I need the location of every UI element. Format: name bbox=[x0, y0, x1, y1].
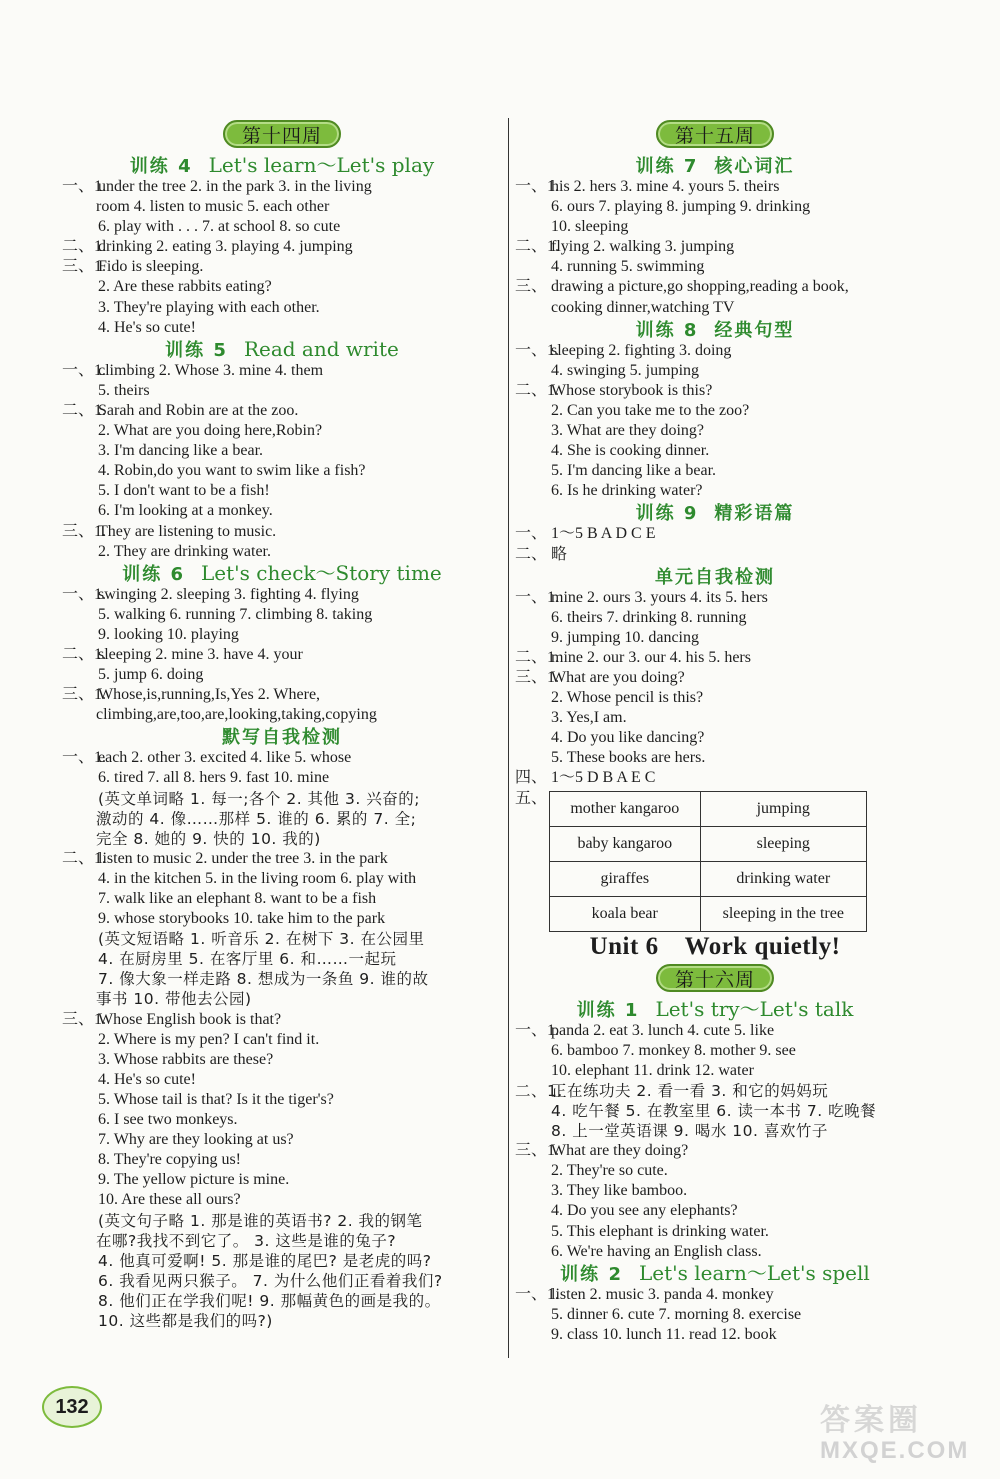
answer-text: 4. Do you see any elephants? bbox=[551, 1202, 738, 1220]
question-marker: 三、1. bbox=[515, 668, 560, 686]
answer-text: 6. ours 7. playing 8. jumping 9. drinking bbox=[551, 198, 811, 216]
answer-text: 2. What are you doing here,Robin? bbox=[98, 422, 323, 440]
answer-text: mine 2. ours 3. yours 4. its 5. hers bbox=[551, 588, 768, 606]
answer-line bbox=[62, 257, 502, 277]
answer-line bbox=[515, 588, 915, 608]
answer-line bbox=[515, 1181, 915, 1201]
answer-text: sleeping 2. mine 3. have 4. your bbox=[98, 645, 303, 663]
section-number: 训练 9 bbox=[635, 503, 699, 525]
answer-line bbox=[62, 1030, 502, 1050]
answer-line bbox=[62, 685, 502, 705]
answer-text: 2. Where is my pen? I can't find it. bbox=[98, 1030, 320, 1048]
section-title-training-6 bbox=[62, 562, 502, 585]
answer-text: room 4. listen to music 5. each other bbox=[96, 198, 330, 216]
question-marker: 三、1. bbox=[62, 1010, 107, 1028]
answer-line bbox=[62, 1231, 502, 1251]
answer-line bbox=[62, 361, 502, 381]
answer-text: Whose storybook is this? bbox=[551, 381, 713, 399]
answer-line bbox=[62, 277, 502, 297]
answer-text: They are listening to music. bbox=[98, 522, 277, 540]
answer-line bbox=[515, 341, 915, 361]
answer-text: Fido is sleeping. bbox=[98, 258, 204, 276]
watermark-logo bbox=[820, 1395, 980, 1465]
question-marker: 一、1. bbox=[62, 585, 107, 603]
column-divider bbox=[508, 118, 509, 1358]
question-marker: 三、1. bbox=[62, 258, 107, 276]
unit-6-heading bbox=[515, 932, 915, 962]
answer-line bbox=[62, 705, 502, 725]
answer-text: 5. This elephant is drinking water. bbox=[551, 1222, 769, 1240]
answer-text: (英文单词略 1. 每一;各个 2. 其他 3. 兴奋的; bbox=[98, 789, 420, 808]
answer-line bbox=[62, 1190, 502, 1210]
answer-line bbox=[515, 237, 915, 257]
answer-text: drawing a picture,go shopping,reading a book, bbox=[551, 278, 849, 296]
answer-text: 6. 我看见两只猴子。 7. 为什么他们正看着我们? bbox=[98, 1271, 443, 1290]
answer-line bbox=[515, 461, 915, 481]
section-title-training-8 bbox=[515, 318, 915, 341]
left-column bbox=[62, 118, 502, 1331]
answer-text: panda 2. eat 3. lunch 4. cute 5. like bbox=[551, 1021, 775, 1039]
answer-text: listen 2. music 3. panda 4. monkey bbox=[551, 1285, 774, 1303]
question-marker: 二、1. bbox=[515, 238, 560, 256]
answer-line bbox=[62, 829, 502, 849]
answer-line bbox=[62, 809, 502, 829]
answer-text: 5. These books are hers. bbox=[551, 749, 706, 767]
section-title-training-2 bbox=[515, 1262, 915, 1285]
answers-dictation bbox=[62, 748, 502, 1331]
answer-text: 3. What are they doing? bbox=[551, 422, 704, 440]
answer-text: 4. swinging 5. jumping bbox=[551, 361, 700, 379]
answers-training-1 bbox=[515, 1021, 915, 1262]
answer-line bbox=[62, 217, 502, 237]
answer-text: What are they doing? bbox=[551, 1142, 689, 1160]
answer-text: Whose,is,running,Is,Yes 2. Where, bbox=[98, 686, 321, 704]
answer-line bbox=[515, 789, 915, 809]
answer-text: What are you doing? bbox=[551, 668, 685, 686]
answer-line bbox=[515, 197, 915, 217]
answer-text: 9. looking 10. playing bbox=[98, 625, 239, 643]
answer-line bbox=[515, 401, 915, 421]
section-number: 训练 5 bbox=[165, 339, 228, 361]
answer-line bbox=[515, 1305, 915, 1325]
answer-text: climbing 2. Whose 3. mine 4. them bbox=[98, 361, 324, 379]
answer-line bbox=[515, 1121, 915, 1141]
answers-training-9 bbox=[515, 524, 915, 564]
section-number: 训练 4 bbox=[129, 156, 193, 177]
answer-text: (英文句子略 1. 那是谁的英语书? 2. 我的钢笔 bbox=[98, 1211, 423, 1230]
answer-text: 10. 这些都是我们的吗?) bbox=[98, 1311, 273, 1330]
answer-text: 5. I don't want to be a fish! bbox=[98, 482, 270, 500]
page-number: 132 bbox=[42, 1386, 102, 1428]
answer-line bbox=[62, 605, 502, 625]
answer-line bbox=[515, 668, 915, 688]
answer-line bbox=[62, 969, 502, 989]
answer-text: sleeping 2. fighting 3. doing bbox=[551, 341, 732, 359]
answer-text: climbing,are,too,are,looking,taking,copying bbox=[96, 706, 377, 724]
animal-cell: koala bear bbox=[550, 896, 701, 931]
answer-line bbox=[62, 1170, 502, 1190]
answer-line bbox=[515, 1021, 915, 1041]
question-marker: 一、1. bbox=[515, 341, 560, 359]
answer-text: 8. They're copying us! bbox=[98, 1151, 241, 1169]
week-15-header bbox=[515, 118, 915, 154]
section-name: Read and write bbox=[243, 336, 399, 361]
action-cell: sleeping in the tree bbox=[700, 896, 866, 931]
answer-text: 在哪?我找不到它了。 3. 这些是谁的兔子? bbox=[96, 1231, 397, 1250]
answer-line bbox=[515, 361, 915, 381]
answer-line bbox=[515, 1201, 915, 1221]
answer-line bbox=[62, 522, 502, 542]
answers-training-2 bbox=[515, 1285, 915, 1345]
answer-text: 4. 在厨房里 5. 在客厅里 6. 和……一起玩 bbox=[98, 950, 397, 969]
section-number: 训练 7 bbox=[635, 156, 699, 177]
answers-training-7 bbox=[515, 177, 915, 318]
section-title-training-4 bbox=[62, 154, 502, 177]
answer-text: 7. walk like an elephant 8. want to be a fish bbox=[98, 890, 377, 907]
question-marker: 二、1. bbox=[515, 1081, 563, 1100]
answer-text: 7. Why are they looking at us? bbox=[98, 1131, 294, 1149]
answer-line bbox=[62, 1070, 502, 1090]
answer-line bbox=[62, 849, 502, 869]
question-marker: 一、1. bbox=[62, 361, 107, 379]
answer-line bbox=[62, 1211, 502, 1231]
answers-training-8 bbox=[515, 341, 915, 502]
action-cell: drinking water bbox=[700, 861, 866, 896]
answer-text: 4. in the kitchen 5. in the living room 6. play with bbox=[98, 869, 417, 887]
question-marker: 一、1. bbox=[62, 178, 107, 195]
answer-line bbox=[62, 1110, 502, 1130]
answer-text: 1～5 D B A E C bbox=[551, 769, 656, 787]
answer-text: 1～5 B A D C E bbox=[551, 525, 656, 543]
answer-line bbox=[62, 441, 502, 461]
question-marker: 一、1. bbox=[515, 1021, 560, 1039]
answer-text: each 2. other 3. excited 4. like 5. whose bbox=[98, 749, 352, 767]
answer-text: 完全 8. 她的 9. 快的 10. 我的) bbox=[96, 829, 321, 848]
answer-text: 5. walking 6. running 7. climbing 8. taking bbox=[98, 605, 373, 623]
answer-line bbox=[62, 665, 502, 685]
matching-table bbox=[549, 791, 867, 932]
answer-line bbox=[62, 1150, 502, 1170]
question-marker: 二、 bbox=[515, 545, 548, 563]
answer-line bbox=[515, 257, 915, 277]
answer-text: swinging 2. sleeping 3. fighting 4. flying bbox=[98, 585, 359, 603]
answer-line bbox=[515, 628, 915, 648]
section-name: 核心词汇 bbox=[714, 156, 795, 177]
section-title-dictation bbox=[62, 725, 502, 748]
section-name: Let's check～Story time bbox=[201, 560, 442, 585]
answer-line bbox=[62, 1311, 502, 1331]
answer-line bbox=[62, 869, 502, 889]
answer-text: 9. whose storybooks 10. take him to the park bbox=[98, 910, 386, 928]
table-row bbox=[550, 861, 867, 896]
answer-text: 4. running 5. swimming bbox=[551, 258, 705, 276]
answer-line bbox=[515, 524, 915, 544]
answer-line bbox=[515, 1061, 915, 1081]
answer-text: 8. 上一堂英语课 9. 喝水 10. 喜欢竹子 bbox=[551, 1122, 828, 1141]
answer-text: 10. Are these all ours? bbox=[98, 1191, 241, 1209]
answer-line bbox=[515, 421, 915, 441]
answer-text: 2. Can you take me to the zoo? bbox=[551, 401, 750, 419]
answer-text: 2. They're so cute. bbox=[551, 1162, 668, 1180]
answer-text: 8. 他们正在学我们呢! 9. 那幅黄色的画是我的。 bbox=[98, 1291, 441, 1310]
answer-text: 10. elephant 11. drink 12. water bbox=[551, 1061, 754, 1079]
answer-line bbox=[515, 298, 915, 318]
answer-text: 2. Whose pencil is this? bbox=[551, 689, 704, 707]
answers-unit-test bbox=[515, 588, 915, 809]
matching-table-body bbox=[550, 791, 867, 931]
answer-line bbox=[62, 1010, 502, 1030]
answer-line bbox=[62, 237, 502, 257]
answer-text: (英文短语略 1. 听音乐 2. 在树下 3. 在公园里 bbox=[98, 930, 425, 949]
answer-line bbox=[515, 1242, 915, 1262]
answer-text: mine 2. our 3. our 4. his 5. hers bbox=[551, 648, 751, 666]
answer-line bbox=[62, 748, 502, 768]
answer-text: 9. jumping 10. dancing bbox=[551, 628, 699, 646]
section-title-training-1 bbox=[515, 998, 915, 1021]
answer-text: 7. 像大象一样走路 8. 想成为一条鱼 9. 谁的故 bbox=[98, 970, 429, 989]
answer-line bbox=[515, 1161, 915, 1181]
section-title-training-5 bbox=[62, 338, 502, 361]
answer-text: 3. They like bamboo. bbox=[551, 1182, 688, 1200]
answer-line bbox=[515, 1285, 915, 1305]
answer-line bbox=[515, 481, 915, 501]
answer-line bbox=[62, 501, 502, 521]
answer-text: 3. I'm dancing like a bear. bbox=[98, 442, 264, 460]
action-cell: jumping bbox=[700, 791, 866, 826]
section-name: 经典句型 bbox=[714, 319, 795, 341]
answer-line bbox=[62, 542, 502, 562]
section-name: 单元自我检测 bbox=[655, 566, 775, 588]
answer-text: 4. Robin,do you want to swim like a fish? bbox=[98, 462, 366, 480]
question-marker: 一、 bbox=[515, 525, 548, 543]
answer-line bbox=[62, 909, 502, 929]
answer-line bbox=[62, 768, 502, 788]
unit-number: Unit 6 bbox=[589, 932, 659, 960]
answer-text: 4. Do you like dancing? bbox=[551, 729, 705, 747]
answer-text: 4. He's so cute! bbox=[98, 318, 196, 336]
answer-text: listen to music 2. under the tree 3. in the park bbox=[98, 849, 388, 867]
right-column bbox=[515, 118, 915, 1345]
answer-line bbox=[62, 1291, 502, 1311]
answer-line bbox=[515, 608, 915, 628]
answer-text: cooking dinner,watching TV bbox=[551, 298, 735, 316]
question-marker: 二、1. bbox=[62, 401, 107, 419]
animal-cell: giraffes bbox=[550, 861, 701, 896]
answer-line bbox=[62, 625, 502, 645]
answer-line bbox=[62, 461, 502, 481]
answers-training-5 bbox=[62, 361, 502, 562]
table-row bbox=[550, 896, 867, 931]
answer-line bbox=[515, 748, 915, 768]
watermark-glyphs: 答案圈 bbox=[820, 1404, 922, 1437]
answer-line bbox=[62, 481, 502, 501]
answer-line bbox=[515, 1325, 915, 1345]
answer-text: 略 bbox=[551, 545, 568, 563]
answer-line bbox=[515, 217, 915, 237]
answer-line bbox=[515, 545, 915, 565]
answer-line bbox=[62, 1271, 502, 1291]
answer-text: 4. He's so cute! bbox=[98, 1070, 196, 1088]
question-marker: 二、1. bbox=[62, 645, 107, 663]
answer-line bbox=[515, 728, 915, 748]
section-name: 精彩语篇 bbox=[714, 503, 795, 525]
answer-text: 4. 他真可爱啊! 5. 那是谁的尾巴? 是老虎的吗? bbox=[98, 1251, 432, 1270]
week-16-header bbox=[515, 962, 915, 998]
answer-line bbox=[62, 585, 502, 605]
answer-line bbox=[515, 708, 915, 728]
question-marker: 三、1. bbox=[62, 686, 107, 704]
answer-text: Sarah and Robin are at the zoo. bbox=[98, 401, 299, 419]
answer-line bbox=[62, 298, 502, 318]
question-marker: 二、1. bbox=[62, 849, 107, 867]
answer-text: 2. They are drinking water. bbox=[98, 542, 271, 560]
answer-line bbox=[515, 177, 915, 197]
answer-text: drinking 2. eating 3. playing 4. jumping bbox=[98, 238, 353, 256]
answer-text: 3. Yes,I am. bbox=[551, 709, 627, 727]
question-marker: 三、 bbox=[515, 278, 548, 296]
answer-line bbox=[515, 1222, 915, 1242]
question-marker: 一、1. bbox=[515, 588, 560, 606]
question-marker: 五、 bbox=[515, 789, 548, 807]
section-number: 训练 1 bbox=[576, 999, 640, 1021]
answer-text: 10. sleeping bbox=[551, 218, 629, 236]
answer-text: 2. Are these rabbits eating? bbox=[98, 278, 272, 296]
answer-text: 激动的 4. 像……那样 5. 谁的 6. 累的 7. 全; bbox=[96, 809, 417, 828]
answer-text: 3. They're playing with each other. bbox=[98, 298, 320, 316]
answer-line bbox=[62, 889, 502, 909]
question-marker: 三、1. bbox=[62, 522, 107, 540]
answer-line bbox=[515, 441, 915, 461]
answer-text: 事书 10. 带他去公园) bbox=[96, 990, 252, 1009]
answer-line bbox=[62, 949, 502, 969]
answer-text: 5. dinner 6. cute 7. morning 8. exercise bbox=[551, 1305, 802, 1323]
answer-line bbox=[62, 177, 502, 197]
answer-text: 6. We're having an English class. bbox=[551, 1242, 762, 1260]
answer-text: 4. She is cooking dinner. bbox=[551, 442, 710, 460]
week-14-header bbox=[62, 118, 502, 154]
answer-text: 3. Whose rabbits are these? bbox=[98, 1050, 274, 1068]
answer-line bbox=[62, 318, 502, 338]
answer-text: his 2. hers 3. mine 4. yours 5. theirs bbox=[551, 178, 780, 195]
section-title-unit-test bbox=[515, 565, 915, 588]
table-row bbox=[550, 826, 867, 861]
section-number: 训练 2 bbox=[560, 1263, 623, 1285]
answer-line bbox=[515, 648, 915, 668]
answer-text: 5. I'm dancing like a bear. bbox=[551, 462, 717, 480]
watermark-site: MXQE.COM bbox=[820, 1437, 970, 1464]
answers-training-4 bbox=[62, 177, 502, 338]
answer-text: 4. 吃午餐 5. 在教室里 6. 读一本书 7. 吃晚餐 bbox=[551, 1102, 877, 1120]
animal-cell: baby kangaroo bbox=[550, 826, 701, 861]
week-badge: 第十四周 bbox=[223, 120, 341, 148]
answer-text: 9. The yellow picture is mine. bbox=[98, 1171, 290, 1189]
section-name: Let's learn～Let's play bbox=[208, 153, 435, 177]
unit-title: Work quietly! bbox=[684, 932, 841, 960]
answer-text: 5. Whose tail is that? Is it the tiger's? bbox=[98, 1090, 334, 1108]
answer-text: under the tree 2. in the park 3. in the living bbox=[98, 178, 372, 195]
answer-line bbox=[515, 277, 915, 297]
answer-line bbox=[62, 1050, 502, 1070]
question-marker: 一、1. bbox=[62, 749, 107, 767]
answer-line bbox=[515, 768, 915, 788]
section-name: 默写自我检测 bbox=[222, 727, 342, 749]
answer-line bbox=[515, 1141, 915, 1161]
answer-line bbox=[515, 1081, 915, 1101]
question-marker: 一、1. bbox=[515, 178, 560, 195]
section-title-training-7 bbox=[515, 154, 915, 177]
answer-line bbox=[515, 1101, 915, 1121]
answer-line bbox=[515, 688, 915, 708]
answer-text: 6. bamboo 7. monkey 8. mother 9. see bbox=[551, 1041, 796, 1059]
answer-line bbox=[62, 929, 502, 949]
section-number: 训练 6 bbox=[122, 563, 186, 585]
action-cell: sleeping bbox=[700, 826, 866, 861]
answer-line bbox=[62, 789, 502, 809]
answer-text: 5. jump 6. doing bbox=[98, 666, 204, 684]
question-marker: 四、 bbox=[515, 769, 548, 787]
answer-text: 6. I'm looking at a monkey. bbox=[98, 502, 273, 520]
answer-text: 9. class 10. lunch 11. read 12. book bbox=[551, 1325, 777, 1343]
answer-text: 6. Is he drinking water? bbox=[551, 482, 703, 500]
week-badge: 第十五周 bbox=[656, 120, 774, 148]
section-name: Let's try～Let's talk bbox=[655, 996, 854, 1021]
week-badge: 第十六周 bbox=[656, 964, 774, 992]
answer-text: Whose English book is that? bbox=[98, 1010, 282, 1028]
animal-cell: mother kangaroo bbox=[550, 791, 701, 826]
answer-text: flying 2. walking 3. jumping bbox=[551, 238, 735, 256]
section-number: 训练 8 bbox=[635, 319, 699, 341]
answer-line bbox=[62, 197, 502, 217]
answer-text: 6. theirs 7. drinking 8. running bbox=[551, 608, 747, 626]
answer-line bbox=[62, 401, 502, 421]
question-marker: 二、1. bbox=[515, 648, 560, 666]
answer-line bbox=[62, 381, 502, 401]
section-title-training-9 bbox=[515, 501, 915, 524]
answer-line bbox=[62, 1251, 502, 1271]
answer-line bbox=[62, 989, 502, 1009]
answer-line bbox=[62, 1090, 502, 1110]
answer-line bbox=[62, 1130, 502, 1150]
answer-line bbox=[62, 421, 502, 441]
answer-text: 正在练功夫 2. 看一看 3. 和它的妈妈玩 bbox=[551, 1081, 829, 1100]
answer-line bbox=[515, 381, 915, 401]
answer-text: 6. I see two monkeys. bbox=[98, 1111, 238, 1129]
answers-training-6 bbox=[62, 585, 502, 726]
answer-line bbox=[515, 1041, 915, 1061]
question-marker: 三、1. bbox=[515, 1142, 560, 1160]
answer-text: 5. theirs bbox=[98, 381, 150, 399]
question-marker: 二、1. bbox=[515, 381, 560, 399]
answer-line bbox=[62, 645, 502, 665]
answer-text: 6. tired 7. all 8. hers 9. fast 10. mine bbox=[98, 769, 330, 787]
question-marker: 二、1. bbox=[62, 238, 107, 256]
answer-text: 6. play with . . . 7. at school 8. so cute bbox=[98, 218, 341, 236]
question-marker: 一、1. bbox=[515, 1285, 560, 1303]
section-name: Let's learn～Let's spell bbox=[638, 1260, 870, 1285]
